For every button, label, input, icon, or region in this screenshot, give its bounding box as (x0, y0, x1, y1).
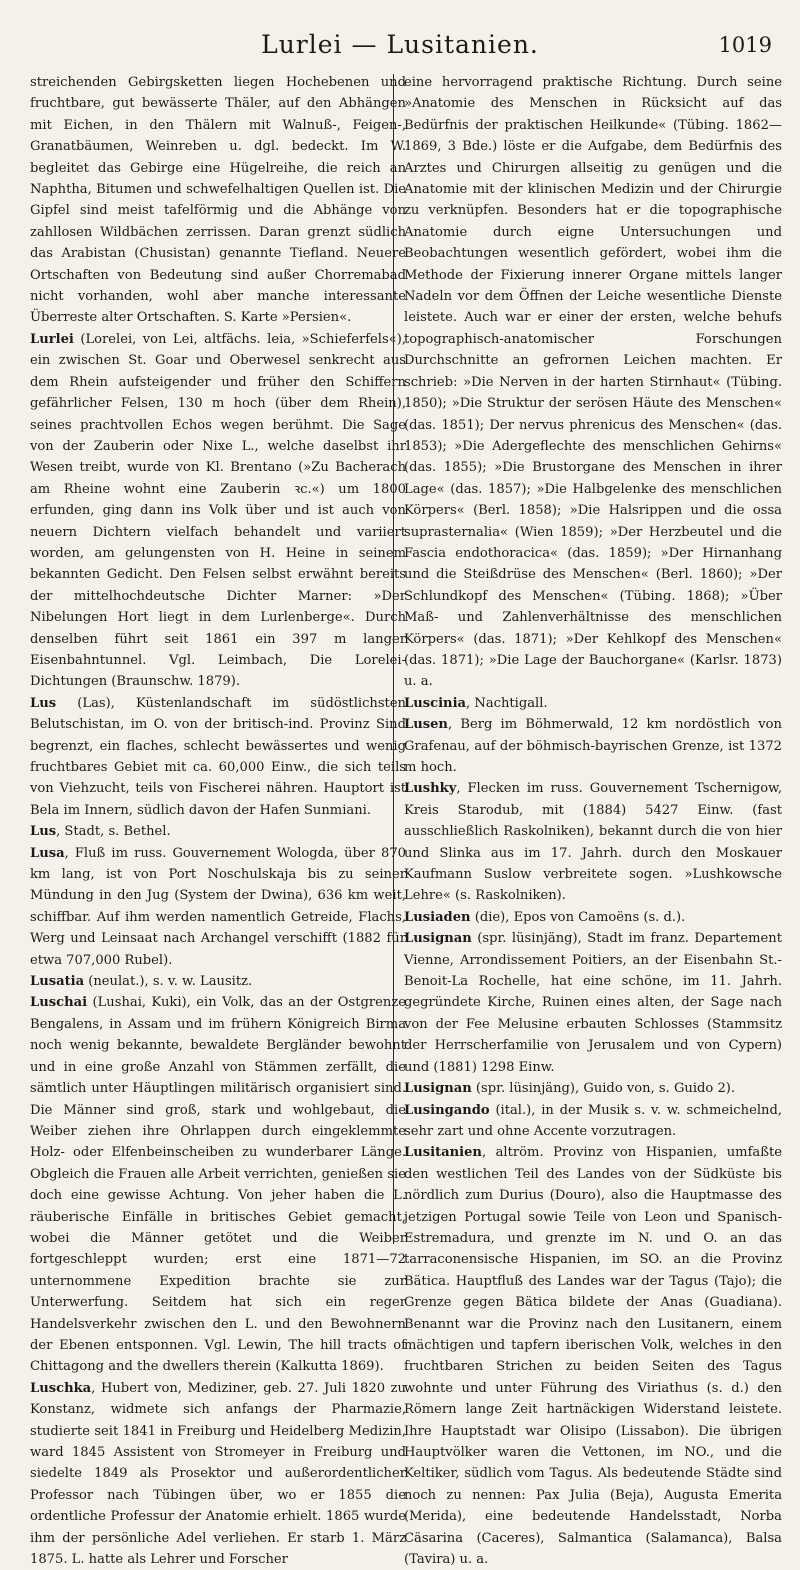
dictionary-entry (404, 778, 782, 906)
entry-text: (die), Epos von Camoëns (s. d.). (470, 909, 686, 925)
entry-text: (Las), Küstenlandschaft im südöstlichsten Belutschistan, im O. von der britisch-ind. Provinz Sind begrenzt, ein flaches, schlecht bewässertes und wenig fruchtbares Gebiet mit ca. 60,000 Einw., die sich teils von Viehzucht, teils von Fischerei nähren. Hauptort ist Bela im Innern, südlich davon der Hafen Sunmiani. (30, 695, 406, 818)
entry-headword: Lusitanien (404, 1145, 482, 1161)
page-header (0, 28, 800, 68)
entry-text: eine hervorragend praktische Richtung. Durch seine »Anatomie des Menschen in Rücksicht auf das Bedürfnis der praktischen Heilkunde« (Tübing. 1862—1869, 3 Bde.) löste er die Aufgabe, dem Bedürfnis des Arztes und Chirurgen allseitig zu genügen und die Anatomie mit der klinischen Medizin und der Chirurgie zu verknüpfen. Besonders hat er die topographische Anatomie durch eigne Untersuchungen und Beobachtungen wesentlich gefördert, wobei ihm die Methode der Fixierung innerer Organe mittels langer Nadeln vor dem Öffnen der Leiche wesentliche Dienste leistete. Auch war er einer der ersten, welche behufs topographisch-anatomischer Forschungen Durchschnitte an gefrornen Leichen machten. Er schrieb: »Die Nerven in der harten Stirnhaut« (Tübing. 1850); »Die Struktur der serösen Häute des Menschen« (das. 1851); Der nervus phrenicus des Menschen« (das. 1853); »Die Adergeflechte des menschlichen Gehirns« (das. 1855); »Die Brustorgane des Menschen in ihrer Lage« (das. 1857); »Die Halbgelenke des menschlichen Körpers« (Berl. 1858); »Die Halsrippen und die ossa suprasternalia« (Wien 1859); »Der Herzbeutel und die Fascia endothoracica« (das. 1859); »Der Hirnanhang und die Steißdrüse des Menschen« (Berl. 1860); »Der Schlundkopf des Menschen« (Tübing. 1868); »Über Maß- und Zahlenverhältnisse des menschlichen Körpers« (das. 1871); »Der Kehlkopf des Menschen« (das. 1871); »Die Lage der Bauchorgane« (Karlsr. 1873) u. a. (404, 75, 782, 690)
dictionary-entry (30, 821, 406, 842)
entry-text: (spr. lüsinjäng), Stadt im franz. Departement Vienne, Arrondissement Poitiers, an der Eisenbahn St.-Benoit-La Rochelle, hat eine schöne, im 11. Jahrh. gegründete Kirche, Ruinen eines alten, der Sage nach von der Fee Melusine erbauten Schlosses (Stammsitz der Herrscherfamilie von Jerusalem und von Cypern) und (1881) 1298 Einw. (404, 931, 782, 1075)
dictionary-entry (30, 992, 406, 1377)
entry-headword: Luschai (30, 995, 88, 1011)
entry-text: , Flecken im russ. Gouvernement Tschernigow, Kreis Starodub, mit (1884) 5427 Einw. (fast ausschließlich Raskolniken), bekannt durch die von hier und Slinka aus im 17. Jahrh. durch den Moskauer Kaufmann Suslow verbreitete sogen. »Lushkowsche Lehre« (s. Raskolniken). (404, 781, 782, 904)
entry-headword: Lusatia (30, 974, 85, 990)
continued-text (30, 72, 406, 329)
entry-text: , altröm. Provinz von Hispanien, umfaßte den westlichen Teil des Landes von der Südküste bis nördlich zum Durius (Douro), also die Hauptmasse des jetzigen Portugal sowie Teile von Leon und Spanisch-Estremadura, und grenzte im N. und O. an das tarraconensische Hispanien, im SO. an die Provinz Bätica. Hauptfluß des Landes war der Tagus (Tajo); die Grenze gegen Bätica bildete der Anas (Guadiana). Benannt war die Provinz nach den Lusitanern, einem mächtigen und tapfern iberischen Volk, welches in den fruchtbaren Strichen zu beiden Seiten des Tagus wohnte und unter Führung des Viriathus (s. d.) den Römern lange Zeit hartnäckigen Widerstand leistete. Ihre Hauptstadt war Olisipo (Lissabon). Die übrigen Hauptvölker waren die Vettonen, im NO., und die Keltiker, südlich vom Tagus. Als bedeutende Städte sind noch zu nennen: Pax Julia (Beja), Augusta Emerita (Merida), eine bedeutende Handelsstadt, Norba Cäsarina (Caceres), Salmantica (Salamanca), Balsa (Tavira) u. a. (404, 1145, 782, 1568)
entry-headword: Lusen (404, 717, 448, 733)
page-number: 1019 (718, 33, 772, 57)
left-column (30, 72, 406, 1568)
dictionary-entry (404, 693, 782, 714)
entry-text: , Stadt, s. Bethel. (56, 824, 171, 840)
entry-text: (neulat.), s. v. w. Lausitz. (84, 974, 253, 990)
entry-headword: Lusignan (404, 1081, 472, 1097)
dictionary-entry (30, 329, 406, 693)
dictionary-entry (404, 907, 782, 928)
entry-headword: Lusignan (404, 931, 472, 947)
entry-text: (Lorelei, von Lei, altfächs. leia, »Schieferfels«), ein zwischen St. Goar und Oberwesel senkrecht aus dem Rhein aufsteigender und früher den Schiffern gefährlicher Felsen, 130 m hoch (über dem Rhein), seines prachtvollen Echos wegen berühmt. Die Sage von der Zauberin oder Nixe L., welche daselbst ihr Wesen treibt, wurde von Kl. Brentano (»Zu Bacherach am Rheine wohnt eine Zauberin ꝛc.«) um 1800 erfunden, ging dann ins Volk über und ist auch von neuern Dichtern vielfach behandelt und variiert worden, am gelungensten von H. Heine in seinem bekannten Gedicht. Den Felsen selbst erwähnt bereits der mittelhochdeutsche Dichter Marner: »Der Nibelungen Hort liegt in dem Lurlenberge«. Durch denselben führt seit 1861 ein 397 m langer Eisenbahntunnel. Vgl. Leimbach, Die Lorelei-Dichtungen (Braunschw. 1879). (30, 331, 406, 690)
entry-headword: Lusiaden (404, 909, 471, 925)
dictionary-entry (30, 843, 406, 971)
dictionary-entry (404, 928, 782, 1078)
right-column (404, 72, 782, 1568)
entry-text: , Nachtigall. (466, 695, 548, 711)
entry-text: (spr. lüsinjäng), Guido von, s. Guido 2). (471, 1081, 736, 1097)
dictionary-entry (30, 693, 406, 821)
continued-text (404, 72, 782, 693)
entry-text: (ital.), in der Musik s. v. w. schmeichelnd, sehr zart und ohne Accente vorzutragen. (404, 1102, 782, 1139)
entry-headword: Luscinia (404, 695, 467, 711)
entry-text: (Lushai, Kuki), ein Volk, das an der Ostgrenze Bengalens, in Assam und im frühern Königreich Birma noch wenig bekannte, bewaldete Bergländer bewohnt und in eine große Anzahl von Stämmen zerfällt, die sämtlich unter Häuptlingen militärisch organisiert sind. Die Männer sind groß, stark und wohlgebaut, die Weiber ziehen ihre Ohrlappen durch eingeklemmte Holz- oder Elfenbeinscheiben zu wunderbarer Länge. Obgleich die Frauen alle Arbeit verrichten, genießen sie doch eine gewisse Achtung. Von jeher haben die L. räuberische Einfälle in britisches Gebiet gemacht, wobei die Männer getötet und die Weiber fortgeschleppt wurden; erst eine 1871—72 unternommene Expedition brachte sie zur Unterwerfung. Seitdem hat sich ein reger Handelsverkehr zwischen den L. und den Bewohnern der Ebenen entsponnen. Vgl. Lewin, The hill tracts of Chittagong and the dwellers therein (Kalkutta 1869). (30, 995, 406, 1375)
entry-headword: Lus (30, 695, 57, 711)
dictionary-entry (404, 1142, 782, 1570)
dictionary-entry (404, 1100, 782, 1143)
entry-headword: Lusa (30, 845, 65, 861)
entry-headword: Lusingando (404, 1102, 490, 1118)
entry-headword: Luschka (30, 1380, 92, 1396)
entry-text: , Hubert von, Mediziner, geb. 27. Juli 1820 zu Konstanz, widmete sich anfangs der Pharmazie, studierte seit 1841 in Freiburg und Heidelberg Medizin, ward 1845 Assistent von Stromeyer in Freiburg und siedelte 1849 als Prosektor und außerordentlicher Professor nach Tübingen über, wo er 1855 die ordentliche Professur der Anatomie erhielt. 1865 wurde ihm der persönliche Adel verliehen. Er starb 1. März 1875. L. hatte als Lehrer und Forscher (30, 1380, 406, 1568)
entry-headword: Lus (30, 824, 57, 840)
entry-text: , Fluß im russ. Gouvernement Wologda, über 870 km lang, ist von Port Noschulskaja bis zu seiner Mündung in den Jug (System der Dwina), 636 km weit, schiffbar. Auf ihm werden namentlich Getreide, Flachs, Werg und Leinsaat nach Archangel verschifft (1882 für etwa 707,000 Rubel). (30, 845, 406, 968)
running-title: Lurlei — Lusitanien. (261, 30, 539, 59)
entry-text: , Berg im Böhmerwald, 12 km nordöstlich von Grafenau, auf der böhmisch-bayrischen Grenze, ist 1372 m hoch. (404, 717, 782, 775)
dictionary-entry (404, 714, 782, 778)
entry-text: streichenden Gebirgsketten liegen Hochebenen und fruchtbare, gut bewässerte Thäler, auf den Abhängen mit Eichen, in den Thälern mit Walnuß-, Feigen-, Granatbäumen, Weinreben u. dgl. bedeckt. Im W. begleitet das Gebirge eine Hügelreihe, die reich an Naphtha, Bitumen und schwefelhaltigen Quellen ist. Die Gipfel sind meist tafelförmig und die Abhänge von zahllosen Wildbächen zerrissen. Daran grenzt südlich das Arabistan (Chusistan) genannte Tiefland. Neuere Ortschaften von Bedeutung sind außer Chorremabad nicht vorhanden, wohl aber manche interessante Überreste alter Ortschaften. S. Karte »Persien«. (30, 75, 406, 326)
dictionary-entry (404, 1078, 782, 1099)
dictionary-entry (30, 1378, 406, 1570)
entry-headword: Lushky (404, 781, 457, 797)
entry-headword: Lurlei (30, 331, 74, 347)
dictionary-entry (30, 971, 406, 992)
